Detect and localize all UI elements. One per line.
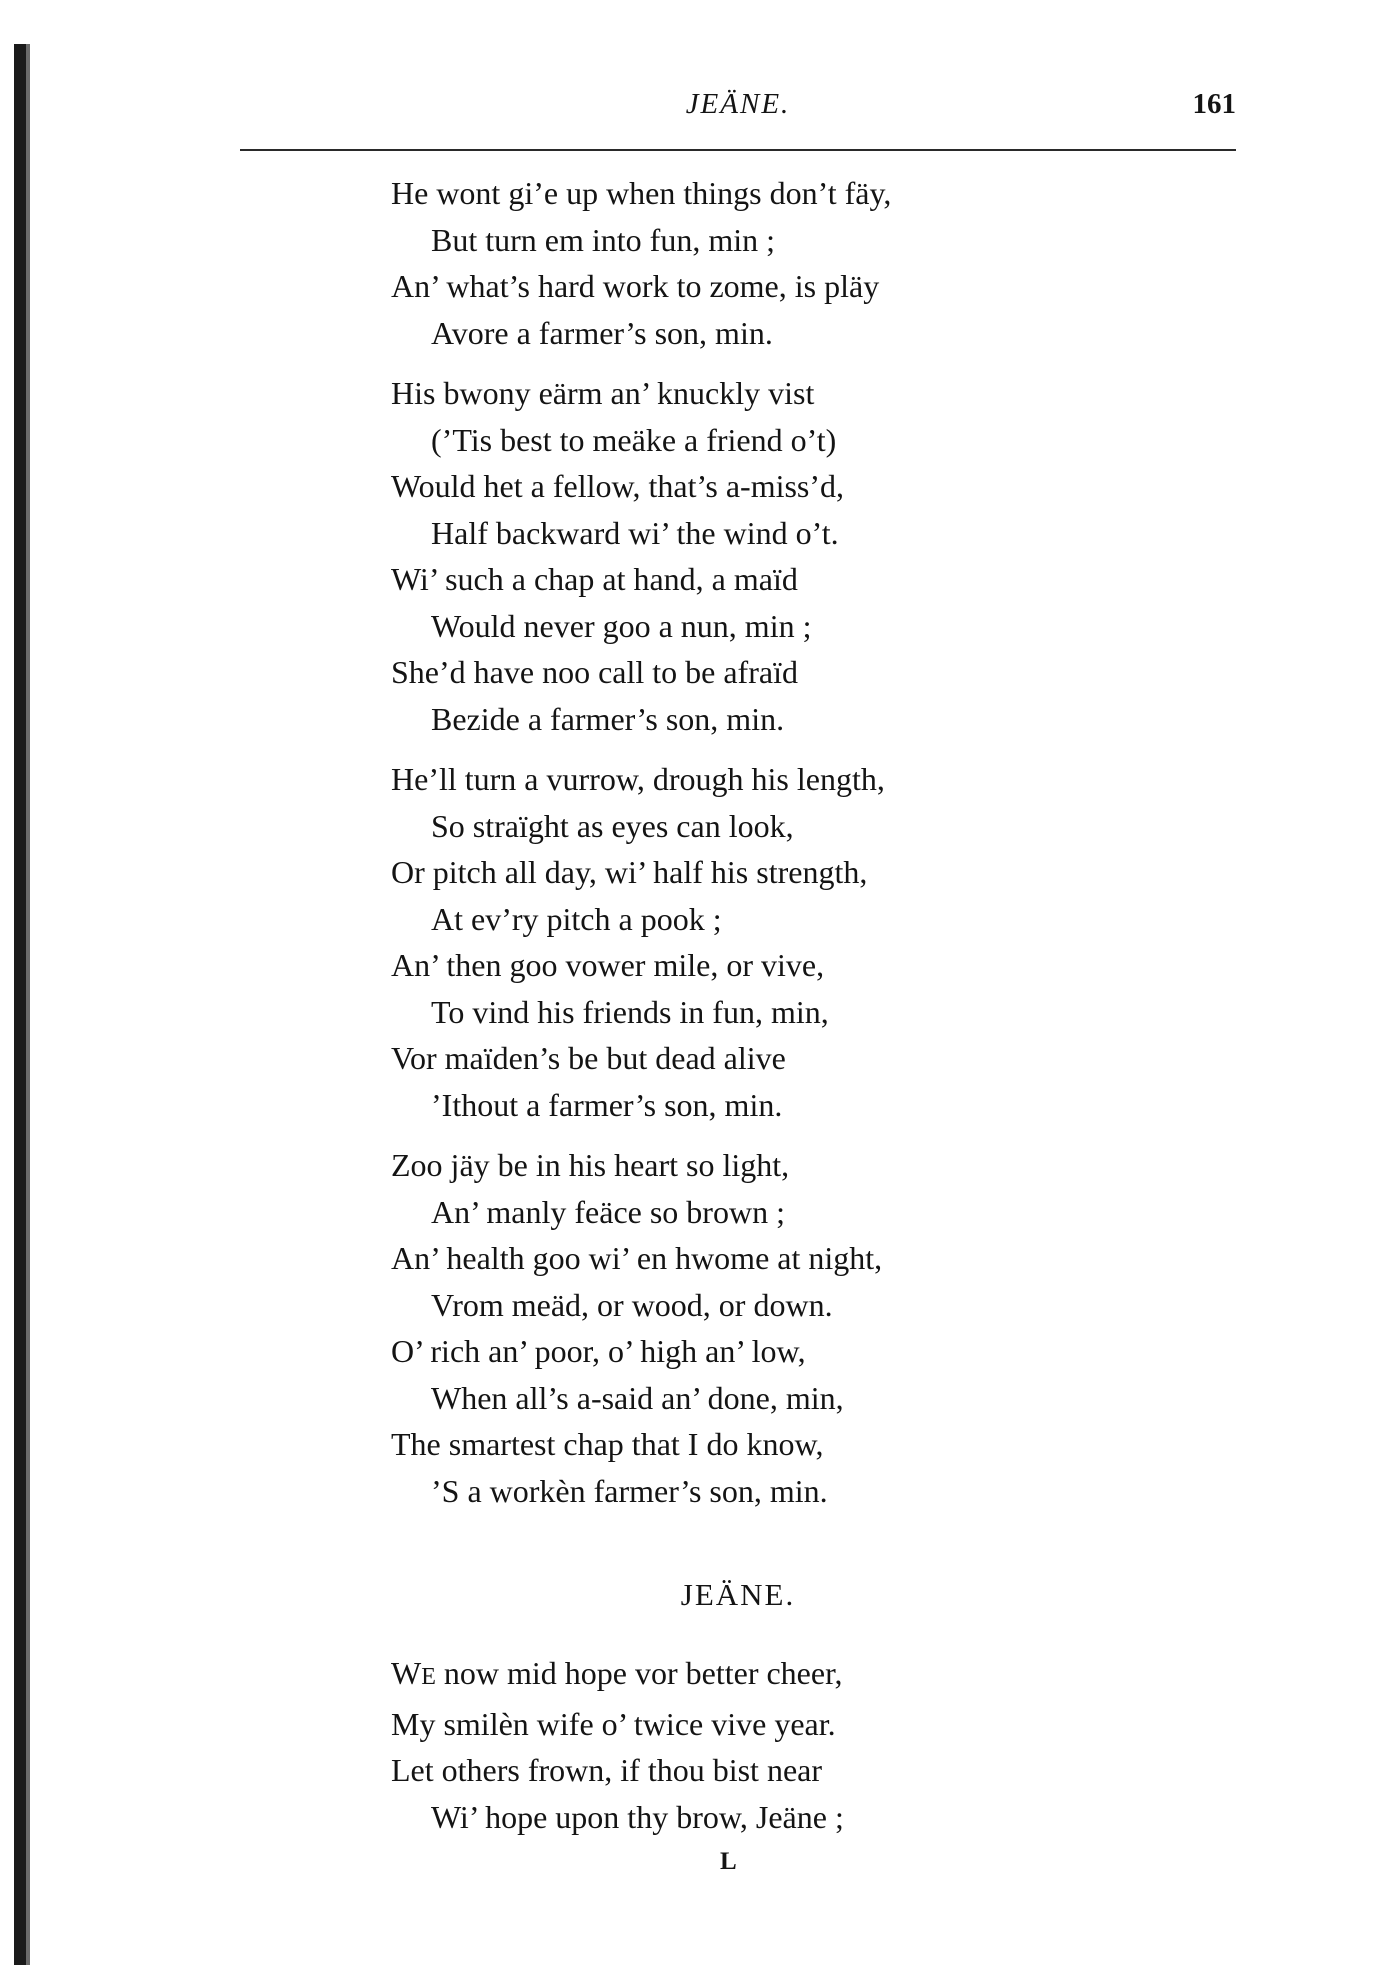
verse-line: He wont gi’e up when things don’t fäy, [391,175,892,211]
stanza [391,756,1191,1128]
verse-line: At ev’ry pitch a pook ; [431,900,722,937]
verse-line: His bwony eärm an’ knuckly vist [391,375,815,411]
verse-line: ’S a workèn farmer’s son, min. [431,1472,828,1509]
verse-line: The smartest chap that I do know, [391,1426,824,1462]
verse-line: Wi’ hope upon thy brow, Jeäne ; [431,1798,844,1835]
verse-line: When all’s a-said an’ done, min, [431,1379,844,1416]
small-caps-initial: W [391,1655,422,1691]
poem-title: JEÄNE. [680,1577,796,1612]
stanza [391,370,1191,742]
verse-line: Let others frown, if thou bist near [391,1752,822,1788]
running-head [240,88,1236,128]
poem-new [391,1650,1191,1840]
small-caps-rest: E [421,1664,436,1690]
verse-line: Zoo jäy be in his heart so light, [391,1147,790,1183]
poem-continued [391,170,1191,1528]
verse-line: ’Ithout a farmer’s son, min. [431,1086,783,1123]
verse-line: Wi’ such a chap at hand, a maïd [391,561,798,597]
verse-line: Half backward wi’ the wind o’t. [431,514,839,551]
header-rule [240,149,1236,151]
verse-line: Vor maïden’s be but dead alive [391,1040,786,1076]
verse-line: Vrom meäd, or wood, or down. [431,1286,833,1323]
verse-line: An’ manly feäce so brown ; [431,1193,785,1230]
first-line-rest: now mid hope vor better cheer, [435,1655,843,1691]
stanza [391,1142,1191,1514]
page-number: 161 [1192,88,1236,120]
signature-mark: L [720,1848,737,1875]
verse-line: (’Tis best to meäke a friend o’t) [431,421,837,458]
verse-line: My smilèn wife o’ twice vive year. [391,1705,836,1742]
verse-line: An’ what’s hard work to zome, is pläy [391,268,880,304]
verse-line: Bezide a farmer’s son, min. [431,700,785,737]
verse-line: She’d have noo call to be afraïd [391,654,798,690]
verse-line: Would het a fellow, that’s a-miss’d, [391,468,845,504]
page-binding-edge [14,44,26,1965]
verse-line: Would never goo a nun, min ; [431,607,812,644]
verse-line: Or pitch all day, wi’ half his strength, [391,854,868,890]
verse-line: An’ then goo vower mile, or vive, [391,947,825,983]
verse-line: So straïght as eyes can look, [431,807,794,844]
verse-line: To vind his friends in fun, min, [431,993,829,1030]
verse-line: He’ll turn a vurrow, drough his length, [391,761,885,797]
verse-line: An’ health goo wi’ en hwome at night, [391,1240,883,1276]
verse-line: But turn em into fun, min ; [431,221,775,258]
running-title: JEÄNE. [685,88,791,120]
stanza [391,170,1191,356]
verse-line-first [391,1650,1191,1701]
verse-line: Avore a farmer’s son, min. [431,314,773,351]
verse-line: O’ rich an’ poor, o’ high an’ low, [391,1333,806,1369]
